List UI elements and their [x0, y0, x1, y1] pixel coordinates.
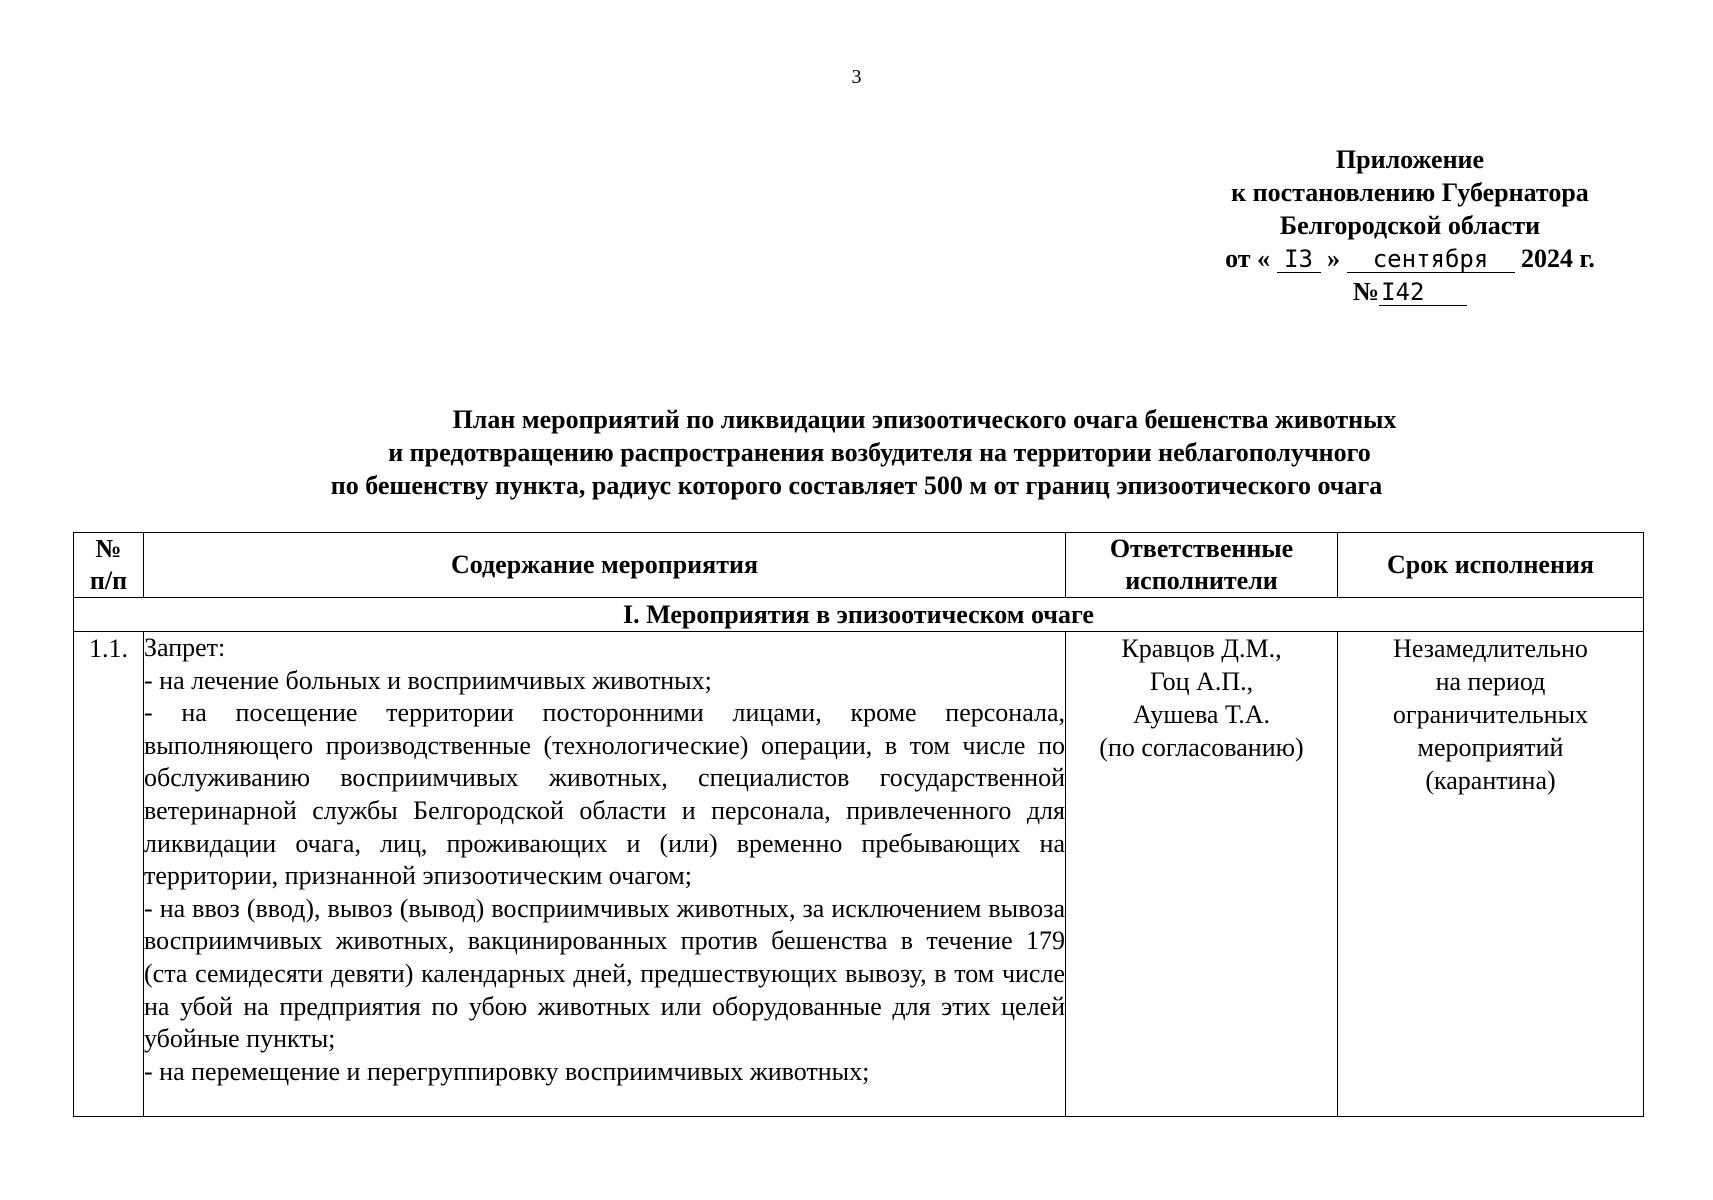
header-responsible-line-1: Ответственные — [1109, 534, 1294, 563]
number-prefix: № — [1352, 277, 1380, 306]
date-mid: » — [1327, 244, 1341, 273]
appendix-region: Белгородской области — [1279, 211, 1541, 240]
appendix-subtitle: к постановлению Губернатора — [1231, 178, 1589, 207]
header-num-line-1: № — [95, 534, 122, 563]
deadline-line: на период — [1435, 667, 1546, 696]
table-header-row — [74, 533, 1644, 598]
header-deadline: Срок исполнения — [1338, 533, 1644, 598]
date-prefix: от « — [1225, 244, 1271, 273]
page-number: 3 — [851, 66, 862, 88]
header-responsible-line-2: исполнители — [1125, 566, 1278, 595]
deadline-line: ограничительных — [1392, 700, 1589, 729]
section-row — [74, 598, 1644, 632]
responsible-note: (по согласованию) — [1099, 733, 1304, 762]
document-title — [0, 403, 1713, 502]
header-responsible — [1066, 533, 1338, 598]
header-num — [74, 533, 144, 598]
header-num-line-2: п/п — [89, 566, 128, 595]
row-content — [144, 632, 1066, 1117]
title-line-2: и предотвращению распространения возбудителя на территории неблагополучного — [388, 438, 1371, 467]
deadline-line: мероприятий — [1417, 733, 1564, 762]
table-row — [74, 632, 1644, 1117]
content-item: - на лечение больных и восприимчивых животных; — [144, 665, 712, 695]
header-content: Содержание мероприятия — [144, 533, 1066, 598]
content-item: - на ввоз (ввод), вывоз (вывод) восприимчивых животных, за исключением вывоза восприимчивых животных, вакцинированных против бешенства в течение 179 (ста семидесяти девяти) календарных дней, предшествующих вывозу, в том числе на убой на предприятия по убою животных или оборудованные для этих целей убойные пункты; — [144, 893, 1065, 1054]
date-day: I3 — [1277, 246, 1321, 273]
plan-table — [73, 532, 1644, 1117]
title-line-3: по бешенству пункта, радиус которого составляет 500 м от границ эпизоотического очага — [330, 471, 1383, 500]
number-value: I42 — [1379, 279, 1467, 306]
section-title: I. Мероприятия в эпизоотическом очаге — [74, 598, 1644, 632]
row-deadline — [1338, 632, 1644, 1117]
responsible-name: Аушева Т.А. — [1132, 700, 1271, 729]
responsible-name: Кравцов Д.М., — [1121, 634, 1282, 663]
deadline-line: Незамедлительно — [1393, 634, 1588, 663]
date-year: 2024 г. — [1521, 244, 1595, 273]
date-month: сентября — [1347, 246, 1515, 273]
row-num: 1.1. — [74, 632, 144, 1117]
appendix-title: Приложение — [1335, 145, 1485, 174]
row-responsible — [1066, 632, 1338, 1117]
content-item: - на перемещение и перегруппировку восприимчивых животных; — [144, 1056, 870, 1086]
responsible-name: Гоц А.П., — [1149, 667, 1254, 696]
appendix-number — [1170, 275, 1650, 308]
content-item: Запрет: — [144, 633, 226, 662]
deadline-line: (карантина) — [1425, 766, 1556, 795]
appendix-header — [1170, 143, 1650, 308]
title-line-1: План мероприятий по ликвидации эпизоотического очага бешенства животных — [452, 405, 1397, 434]
content-item: - на посещение территории посторонними лицами, кроме персонала, выполняющего производственные (технологические) операции, в том числе по обслуживанию восприимчивых животных, специалистов государственной ветеринарной службы Белгородской области и персонала, привлеченного для ликвидации очага, лиц, проживающих и (или) временно пребывающих на территории, признанной эпизоотическим очагом; — [144, 698, 1065, 891]
appendix-date — [1170, 242, 1650, 275]
